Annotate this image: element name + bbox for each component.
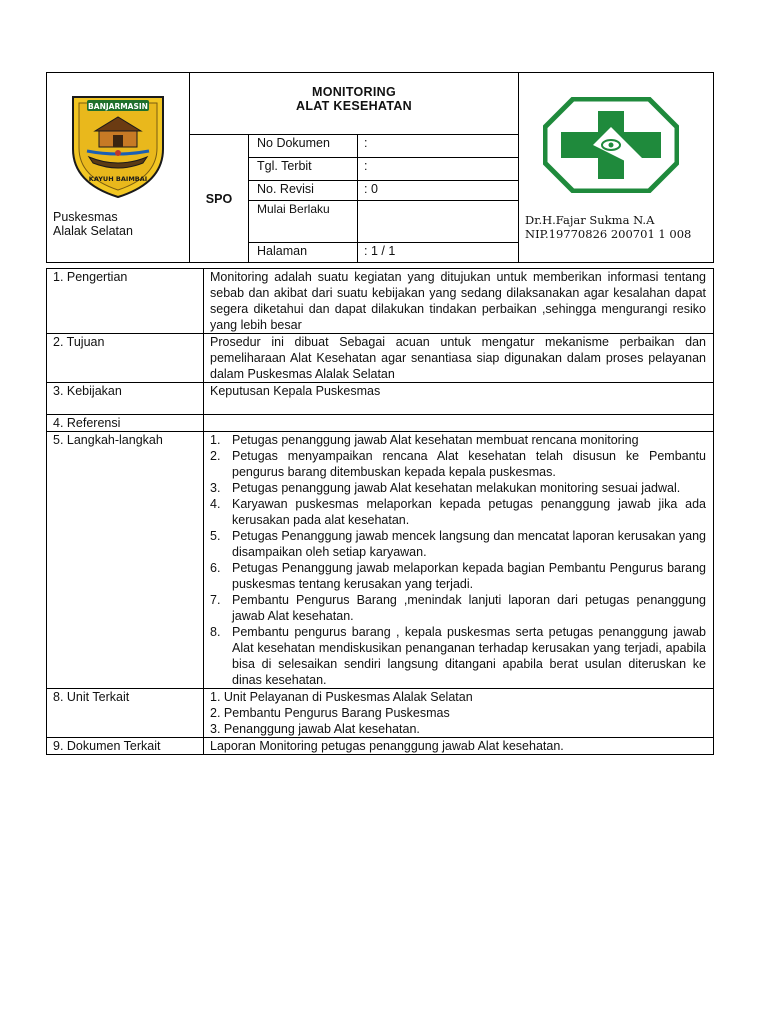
- field-label-mulai-berlaku: Mulai Berlaku: [249, 201, 358, 243]
- org-line-2: Alalak Selatan: [53, 224, 133, 238]
- org-line-1: Puskesmas: [53, 210, 118, 224]
- step-number: 4.: [210, 497, 221, 511]
- document-header: [46, 72, 714, 263]
- field-value-halaman: : 1 / 1: [358, 243, 519, 263]
- organization-name: [53, 210, 133, 238]
- step-text: Petugas Penanggung jawab mencek langsung dan mencatat laporan kerusakan yang disampaikan oleh setiap karyawan.: [232, 529, 706, 559]
- banjarmasin-emblem-icon: [65, 91, 171, 201]
- title-line-1: MONITORING: [311, 85, 397, 99]
- list-item: [210, 480, 706, 496]
- label-dokumen-terkait: 9. Dokumen Terkait: [47, 738, 204, 755]
- step-text: Karyawan puskesmas melaporkan kepada petugas penanggung jawab jika ada kerusakan pada alat kesehatan.: [232, 497, 706, 527]
- list-item: [210, 448, 706, 480]
- step-number: 5.: [210, 529, 221, 543]
- sop-content-table: [46, 268, 714, 755]
- list-item: 3. Penanggung jawab Alat kesehatan.: [210, 722, 420, 736]
- row-unit-terkait: [47, 689, 714, 738]
- svg-text:KAYUH BAIMBAI: KAYUH BAIMBAI: [88, 175, 148, 183]
- puskesmas-cross-logo-icon: [543, 97, 679, 193]
- list-item: [210, 592, 706, 624]
- document-title: [190, 73, 519, 135]
- list-item: 1. Unit Pelayanan di Puskesmas Alalak Selatan: [210, 690, 473, 704]
- unit-list: [204, 689, 714, 738]
- label-langkah: 5. Langkah-langkah: [47, 432, 204, 689]
- list-item: [210, 432, 706, 448]
- field-value-tgl-terbit: :: [358, 158, 519, 181]
- step-number: 1.: [210, 433, 221, 447]
- text-kebijakan: Keputusan Kepala Puskesmas: [204, 383, 714, 415]
- step-text: Petugas Penanggung jawab melaporkan kepada bagian Pembantu Pengurus barang puskesmas tentang kerusakan yang terjadi.: [232, 561, 706, 591]
- list-item: [210, 624, 706, 688]
- field-value-no-dokumen: :: [358, 135, 519, 158]
- step-text: Pembantu pengurus barang , kepala puskesmas serta petugas penanggung jawab Alat kesehatan mendiskusikan penanganan terhadap kerusakan yang terjadi, apabila bisa di selesaikan sendiri langsung ditangani apabila berat usulan diteruskan ke dinas kesehatan.: [232, 625, 706, 687]
- step-text: Petugas penanggung jawab Alat kesehatan membuat rencana monitoring: [232, 433, 639, 447]
- row-referensi: [47, 415, 714, 432]
- signer-nip: NIP.19770826 200701 1 008: [525, 227, 692, 241]
- text-tujuan: Prosedur ini dibuat Sebagai acuan untuk mengatur mekanisme perbaikan dan pemeliharaan Alat Kesehatan agar senantiasa siap digunakan dalam proses pelayanan dalam Puskesmas Alalak Selatan: [204, 334, 714, 383]
- step-text: Petugas menyampaikan rencana Alat kesehatan telah disusun ke Pembantu pengurus barang ditembuskan kepada kepala puskesmas.: [232, 449, 706, 479]
- health-logo-cell: [519, 73, 714, 263]
- signer-name: Dr.H.Fajar Sukma N.A: [525, 213, 655, 227]
- row-dokumen-terkait: [47, 738, 714, 755]
- step-number: 8.: [210, 625, 221, 639]
- step-text: Petugas penanggung jawab Alat kesehatan melakukan monitoring sesuai jadwal.: [232, 481, 681, 495]
- field-label-halaman: Halaman: [249, 243, 358, 263]
- text-referensi: [204, 415, 714, 432]
- title-line-2: ALAT KESEHATAN: [296, 99, 412, 113]
- text-dokumen-terkait: Laporan Monitoring petugas penanggung jawab Alat kesehatan.: [204, 738, 714, 755]
- step-text: Pembantu Pengurus Barang ,menindak lanjuti laporan dari petugas penanggung jawab Alat kesehatan.: [232, 593, 706, 623]
- svg-text:BANJARMASIN: BANJARMASIN: [88, 102, 148, 111]
- step-number: 3.: [210, 481, 221, 495]
- step-number: 7.: [210, 593, 221, 607]
- label-pengertian: 1. Pengertian: [47, 269, 204, 334]
- field-label-tgl-terbit: Tgl. Terbit: [249, 158, 358, 181]
- label-referensi: 4. Referensi: [47, 415, 204, 432]
- list-item: [210, 560, 706, 592]
- step-number: 2.: [210, 449, 221, 463]
- list-item: [210, 528, 706, 560]
- field-value-mulai-berlaku: [358, 201, 519, 243]
- row-langkah: [47, 432, 714, 689]
- label-tujuan: 2. Tujuan: [47, 334, 204, 383]
- signer-block: [525, 213, 691, 241]
- list-item: [210, 496, 706, 528]
- row-kebijakan: [47, 383, 714, 415]
- label-unit-terkait: 8. Unit Terkait: [47, 689, 204, 738]
- org-logo-cell: [47, 73, 190, 263]
- text-pengertian: Monitoring adalah suatu kegiatan yang ditujukan untuk memberikan informasi tentang sebab dan akibat dari suatu kebijakan yang sedang dilaksanakan agar kesalahan dapat segera diketahui dan dapat dilakukan tindakan perbaikan ,sehingga mengurangi resiko yang lebih besar: [204, 269, 714, 334]
- label-kebijakan: 3. Kebijakan: [47, 383, 204, 415]
- steps-list: [204, 432, 714, 689]
- step-number: 6.: [210, 561, 221, 575]
- row-pengertian: [47, 269, 714, 334]
- list-item: 2. Pembantu Pengurus Barang Puskesmas: [210, 706, 450, 720]
- row-tujuan: [47, 334, 714, 383]
- field-label-no-revisi: No. Revisi: [249, 181, 358, 201]
- spo-label: SPO: [190, 135, 249, 263]
- field-label-no-dokumen: No Dokumen: [249, 135, 358, 158]
- field-value-no-revisi: : 0: [358, 181, 519, 201]
